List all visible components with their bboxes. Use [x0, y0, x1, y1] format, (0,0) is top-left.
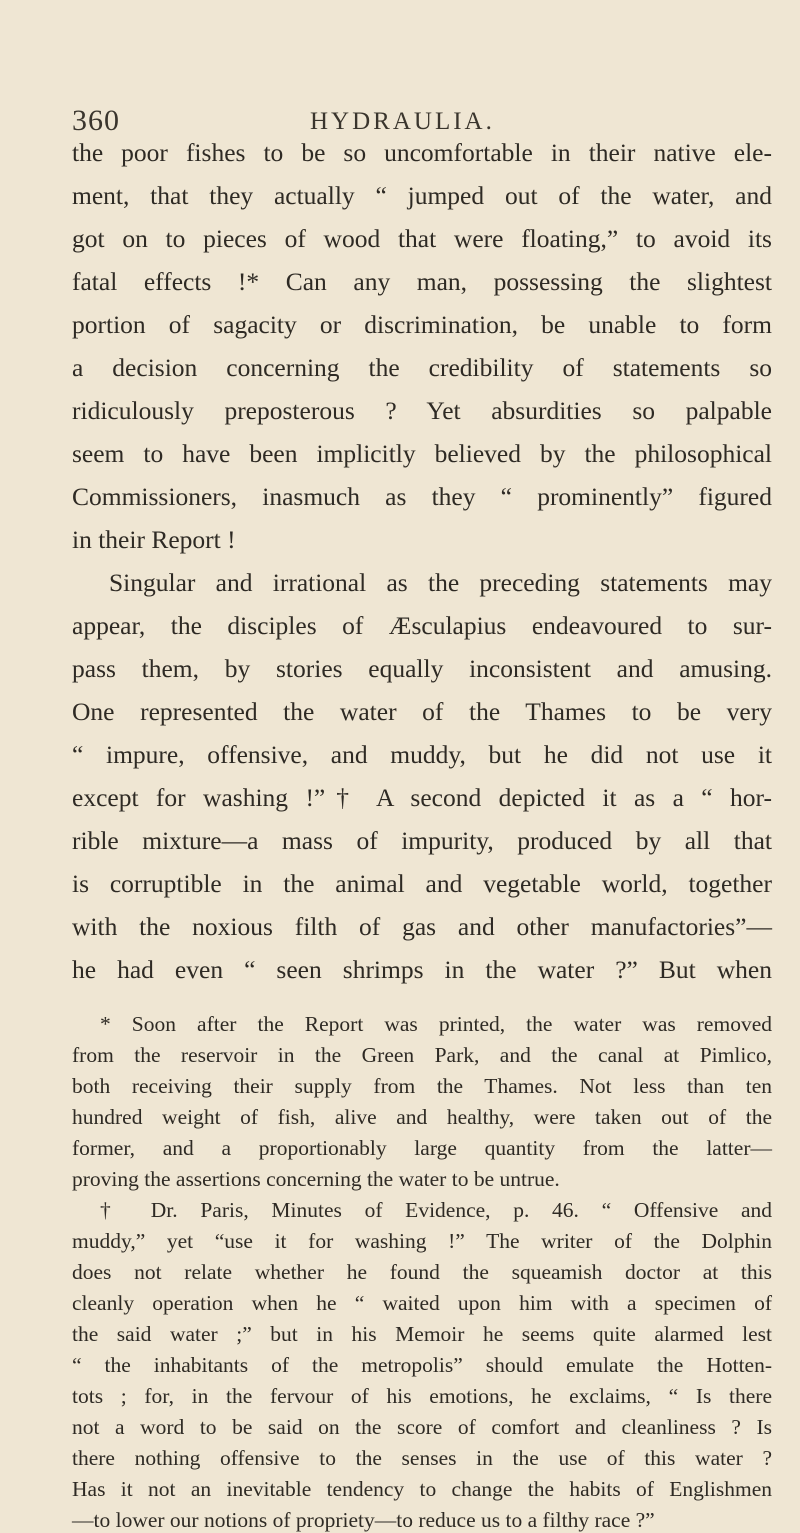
body-line: a decision concerning the credibility of statements so	[72, 353, 772, 382]
body-line: One represented the water of the Thames to be very	[72, 697, 772, 726]
footnote-line: cleanly operation when he “ waited upon him with a specimen of	[72, 1291, 772, 1315]
body-line: appear, the disciples of Æsculapius endeavoured to sur-	[72, 611, 772, 640]
footnote-line: both receiving their supply from the Thames. Not less than ten	[72, 1074, 772, 1098]
body-line: in their Report !	[72, 525, 236, 554]
footnote-line: hundred weight of fish, alive and healthy, were taken out of the	[72, 1105, 772, 1129]
footnote-line: Has it not an inevitable tendency to change the habits of Englishmen	[72, 1477, 772, 1501]
footnote-line: † Dr. Paris, Minutes of Evidence, p. 46. “ Offensive and	[100, 1198, 772, 1222]
footnote-line: —to lower our notions of propriety—to reduce us to a filthy race ?”	[72, 1508, 655, 1532]
footnote-line: the said water ;” but in his Memoir he seems quite alarmed lest	[72, 1322, 772, 1346]
body-line: ment, that they actually “ jumped out of the water, and	[72, 181, 772, 210]
footnote-line: “ the inhabitants of the metropolis” should emulate the Hotten-	[72, 1353, 772, 1377]
footnote-line: from the reservoir in the Green Park, and the canal at Pimlico,	[72, 1043, 772, 1067]
footnote-line: * Soon after the Report was printed, the water was removed	[100, 1012, 772, 1036]
footnote-line: not a word to be said on the score of comfort and cleanliness ? Is	[72, 1415, 772, 1439]
footnote-line: tots ; for, in the fervour of his emotions, he exclaims, “ Is there	[72, 1384, 772, 1408]
body-line: he had even “ seen shrimps in the water ?” But when	[72, 955, 772, 984]
body-line: fatal effects !* Can any man, possessing the slightest	[72, 267, 772, 296]
body-line: Commissioners, inasmuch as they “ prominently” figured	[72, 482, 772, 511]
footnote-line: does not relate whether he found the squeamish doctor at this	[72, 1260, 772, 1284]
footnote-line: proving the assertions concerning the water to be untrue.	[72, 1167, 560, 1191]
body-line: “ impure, offensive, and muddy, but he did not use it	[72, 740, 772, 769]
body-line: Singular and irrational as the preceding statements may	[109, 568, 772, 597]
footnote-line: there nothing offensive to the senses in the use of this water ?	[72, 1446, 772, 1470]
body-line: seem to have been implicitly believed by the philosophical	[72, 439, 772, 468]
body-line: ridiculously preposterous ? Yet absurdities so palpable	[72, 396, 772, 425]
body-line: except for washing !”† A second depicted it as a “ hor-	[72, 783, 772, 812]
page-number: 360	[72, 104, 120, 137]
running-title: HYDRAULIA.	[310, 108, 495, 135]
footnote-line: muddy,” yet “use it for washing !” The writer of the Dolphin	[72, 1229, 772, 1253]
body-line: with the noxious filth of gas and other manufactories”—	[72, 912, 772, 941]
body-line: the poor fishes to be so uncomfortable in their native ele-	[72, 138, 772, 167]
footnote-line: former, and a proportionably large quantity from the latter—	[72, 1136, 772, 1160]
body-line: is corruptible in the animal and vegetable world, together	[72, 869, 772, 898]
body-line: portion of sagacity or discrimination, be unable to form	[72, 310, 772, 339]
body-line: rible mixture—a mass of impurity, produced by all that	[72, 826, 772, 855]
body-line: pass them, by stories equally inconsistent and amusing.	[72, 654, 772, 683]
body-line: got on to pieces of wood that were floating,” to avoid its	[72, 224, 772, 253]
